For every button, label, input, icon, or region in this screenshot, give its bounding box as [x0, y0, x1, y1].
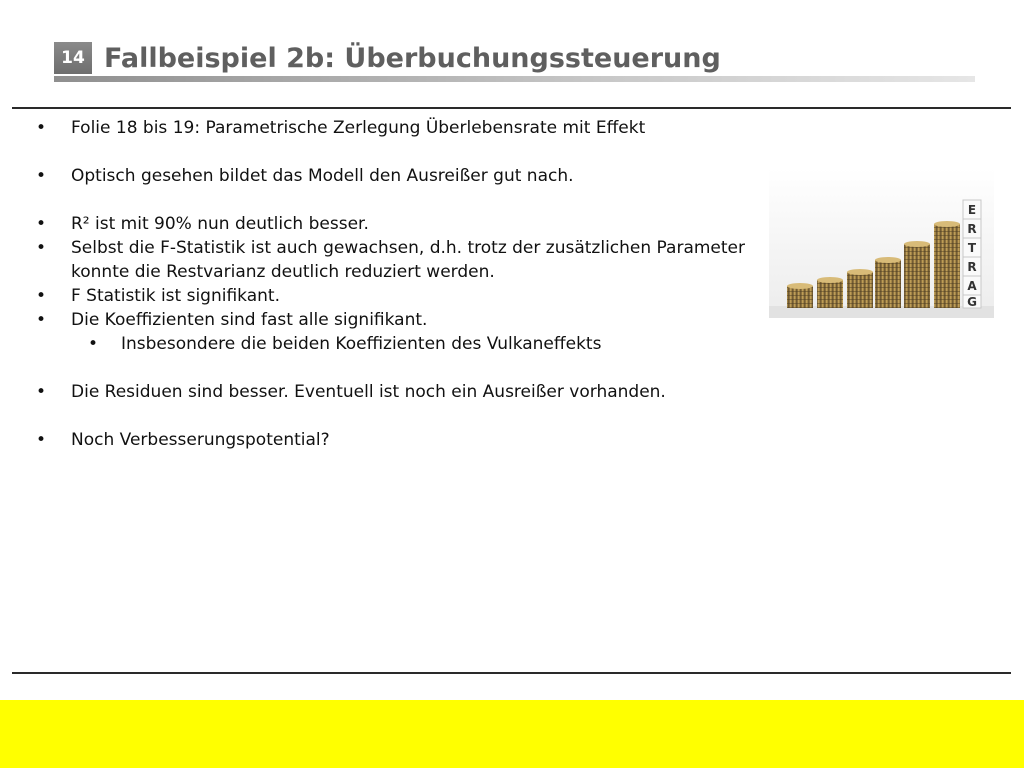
letter-block: E	[967, 203, 977, 217]
slide-number-badge: 14	[54, 42, 92, 74]
bullet-dot: •	[36, 238, 47, 258]
header-divider	[12, 107, 1011, 109]
bullet-item	[36, 212, 766, 236]
bullet-dot: •	[36, 286, 47, 306]
bullet-item	[36, 380, 766, 404]
bullet-item	[36, 284, 766, 308]
bullet-dot: •	[36, 430, 47, 450]
bullet-dot: •	[36, 310, 47, 330]
bullet-text: F Statistik ist signifikant.	[71, 286, 280, 306]
bullet-text: Selbst die F-Statistik ist auch gewachsen, d.h. trotz der zusätzlichen Parameter konnte die Restvarianz deutlich reduziert werden.	[71, 238, 745, 282]
coin-stacks-image	[769, 168, 994, 318]
title-underline	[54, 76, 975, 82]
bullet-text: Die Koeffizienten sind fast alle signifikant.	[71, 310, 428, 330]
bullet-item	[36, 164, 766, 188]
slide-title: Fallbeispiel 2b: Überbuchungssteuerung	[104, 43, 721, 74]
coin-stacks-illustration	[769, 168, 994, 318]
letter-block: R	[967, 222, 977, 236]
sub-bullet-item	[88, 332, 766, 356]
letter-block: R	[967, 260, 977, 274]
bullet-dot: •	[36, 214, 47, 234]
bullet-item	[36, 428, 766, 452]
bullet-dot: •	[88, 334, 99, 354]
letter-block: G	[967, 295, 977, 309]
bullet-text: Folie 18 bis 19: Parametrische Zerlegung Überlebensrate mit Effekt	[71, 118, 646, 138]
bullet-text: Optisch gesehen bildet das Modell den Ausreißer gut nach.	[71, 166, 574, 186]
bullet-dot: •	[36, 382, 47, 402]
bullet-item	[36, 236, 766, 284]
bullet-text: Insbesondere die beiden Koeffizienten des Vulkaneffekts	[121, 334, 602, 354]
letter-block: T	[967, 241, 977, 255]
bullet-item	[36, 116, 766, 140]
letter-block: A	[967, 279, 977, 293]
bullet-item	[36, 308, 766, 332]
footer-divider	[12, 672, 1011, 674]
footer-bar	[0, 700, 1024, 768]
bullet-dot: •	[36, 118, 47, 138]
bullet-text: Noch Verbesserungspotential?	[71, 430, 330, 450]
letter-blocks	[963, 200, 981, 309]
bullet-text: R² ist mit 90% nun deutlich besser.	[71, 214, 369, 234]
bullet-text: Die Residuen sind besser. Eventuell ist noch ein Ausreißer vorhanden.	[71, 382, 666, 402]
bullet-dot: •	[36, 166, 47, 186]
bullet-list	[36, 116, 766, 452]
